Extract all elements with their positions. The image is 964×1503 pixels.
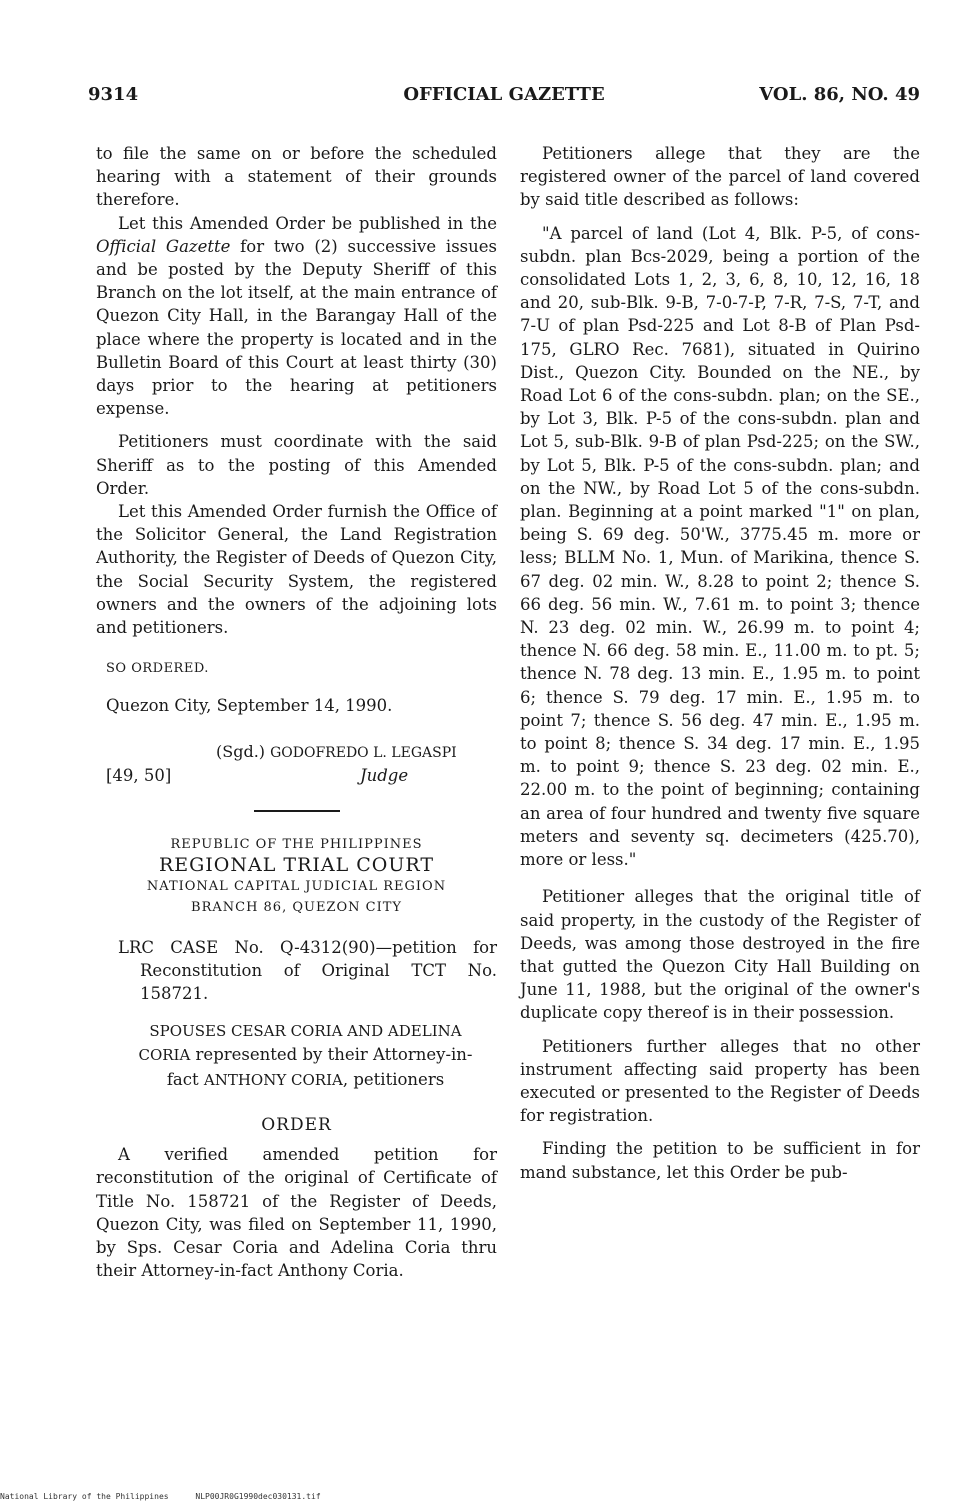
court-name: REGIONAL TRIAL COURT [158,853,435,876]
page-number: 9314 [88,84,139,105]
page-header [88,84,920,108]
paragraph-coordination: Petitioners must coordinate with the said Sheriff as to the posting of this Amended Order. [96,432,497,498]
paragraph-publication [96,212,497,421]
case-rest: No. Q-4312(90)—petition for Reconstitution of Original TCT No. 158721. [140,937,498,1004]
gazette-name: Official Gazette [96,236,231,256]
spouses-names: SPOUSES CESAR CORIA AND ADELINA CORIA [138,1022,462,1065]
scan-file-id: NLP00JR0G1990dec030131.tif [195,1492,321,1501]
signature-block [96,740,497,788]
library-credit: National Library of the Philippines [0,1492,169,1501]
case-line [96,936,497,1006]
parties-end: , petitioners [342,1069,445,1089]
case-word: CASE [170,937,219,957]
date-line: Quezon City, September 14, 1990. [106,696,393,716]
judge-name: GODOFREDO L. LEGASPI [270,744,457,761]
right-column [520,142,920,1184]
paragraph-finding: Finding the petition to be sufficient in for mand substance, let this Order be pub- [520,1139,920,1182]
land-description-quote: "A parcel of land (Lot 4, Blk. P-5, of cons-subdn. plan Bcs-2029, being a portion of the consolidated Lots 1, 2, 3, 6, 8, 10, 12, 16, 18 and 20, sub-Blk. 9-B, 7-0-7-P, 7-R, 7-S, 7-T, and 7-U of plan Psd-225 and Lot 8-B of Plan Psd-175, GLRO Rec. 7681), situated in Quirino Dist., Quezon City. Bounded on the NE., by Road Lot 6 of the cons-subdn. plan; on the SE., by Lot 3, Blk. P-5 of the cons-subdn. plan and Lot 5, sub-Blk. 9-B of plan Psd-225; on the SW., by Lot 5, Blk. P-5 of the cons-subdn. plan; and on the NW., by Road Lot 5 of the cons-subdn. plan. Beginning at a point marked "1" on plan, being S. 69 deg. 50'W., 3775.45 m. more or less; BLLM No. 1, Mun. of Marikina, thence S. 67 deg. 02 min. W., 8.28 to point 2; thence S. 66 deg. 56 min. W., 7.61 m. to point 3; thence N. 23 deg. 02 min. W., 26.99 m. to point 4; thence N. 66 deg. 58 min. E., 11.00 m. to pt. 5; thence N. 78 deg. 13 min. E., 1.95 m. to point 6; thence S. 79 deg. 17 min. E., 1.95 m. to point 7; thence S. 56 deg. 47 min. E., 1.95 m. to point 8; thence S. 34 deg. 17 min. E., 1.95 m. to point 9; thence S. 23 deg. 02 min. E., 22.00 m. to the point of beginning; containing an area of four hundred and twenty five square meters and seventy sq. decimeters (425.70), more or less." [520,223,920,870]
so-ordered: SO ORDERED. [106,661,209,677]
case-prefix: LRC [118,937,171,957]
sgd-mark: (Sgd.) [216,741,266,761]
paragraph-allege-owner: Petitioners allege that they are the registered owner of the parcel of land covered by said title described as follows: [520,144,920,210]
left-column [96,142,497,1282]
signature-line [216,740,457,765]
branch-line: BRANCH 86, QUEZON CITY [191,899,402,915]
parties-caption [96,1019,497,1092]
paragraph-no-other-instrument: Petitioners further alleges that no other instrument affecting said property has been executed or presented to the Register of Deeds for registration. [520,1036,920,1126]
issue-numbers: [49, 50] [106,765,172,785]
republic-line: REPUBLIC OF THE PHILIPPINES [170,836,423,852]
paragraph-filing: to file the same on or before the scheduled hearing with a statement of their grounds therefore. [96,144,497,210]
section-divider [254,810,340,812]
court-heading [96,834,497,918]
attorney-name: ANTHONY CORIA [203,1070,343,1089]
parties-mid: represented by their Attorney-in-fact [166,1045,473,1089]
paragraph-petition-filed: A verified amended petition for reconstitution of the original of Certificate of Title No. 158721 of the Register of Deeds, Quezon City, was filed on September 11, 1990, by Sps. Cesar Coria and Adelina Coria thru their Attorney-in-fact Anthony Coria. [96,1145,497,1281]
volume-number: VOL. 86, NO. 49 [759,84,920,105]
publication-text-start: Let this Amended Order be published in the [118,213,497,233]
paragraph-furnish: Let this Amended Order furnish the Office of the Solicitor General, the Land Registration Authority, the Register of Deeds of Quezon City, the Social Security System, the registered owners and the owners of the adjoining lots and petitioners. [96,502,497,638]
region-line: NATIONAL CAPITAL JUDICIAL REGION [146,878,447,894]
judge-title: Judge [360,765,409,785]
publication-text-end: for two (2) successive issues and be posted by the Deputy Sheriff of this Branch on the lot itself, at the main entrance of Quezon City Hall, in the Barangay Hall of the place where the property is located and in the Bulletin Board of this Court at least thirty (30) days prior to the hearing at petitioners expense. [96,236,497,419]
order-title: ORDER [261,1114,332,1135]
scan-footer [0,1492,343,1501]
publication-title: OFFICIAL GAZETTE [403,84,605,105]
paragraph-original-title: Petitioner alleges that the original title of said property, in the custody of the Register of Deeds, was among those destroyed in the fire that gutted the Quezon City Hall Building on June 11, 1988, but the original of the owner's duplicate copy thereof is in their possession. [520,887,920,1023]
